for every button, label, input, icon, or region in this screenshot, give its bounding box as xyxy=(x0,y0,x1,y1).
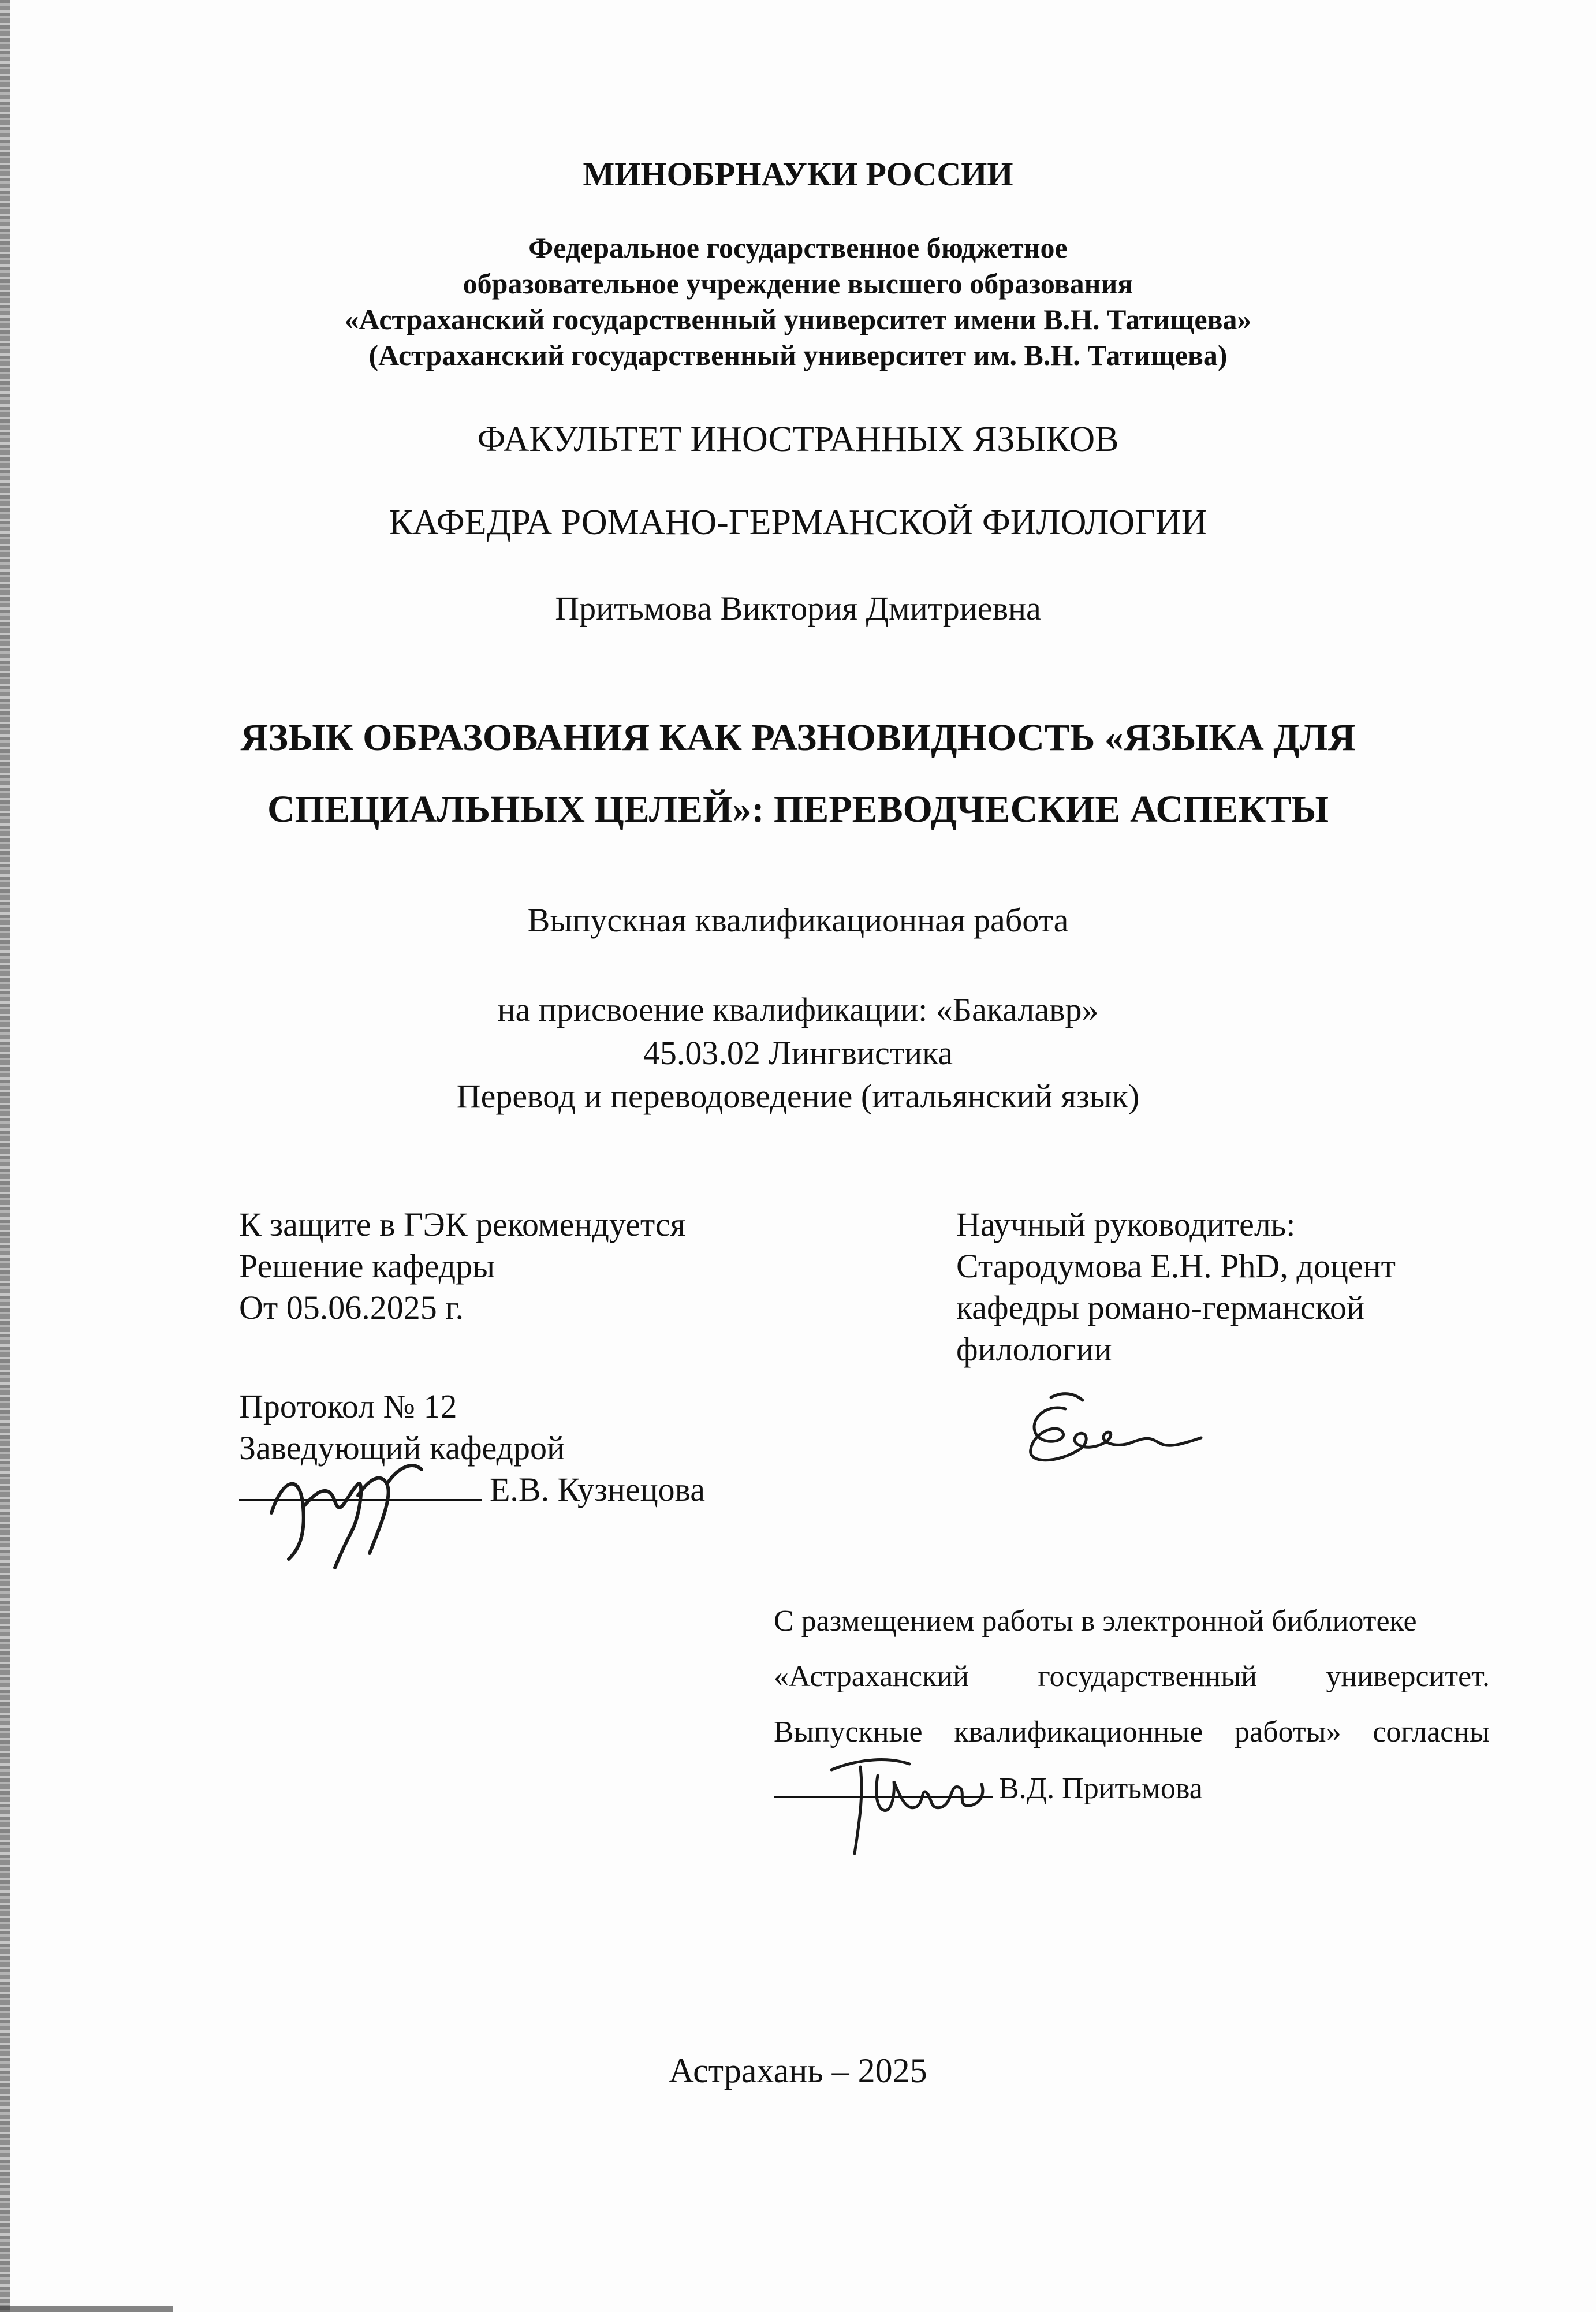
work-type: Выпускная квалификационная работа xyxy=(527,901,1069,939)
supervisor-block xyxy=(956,1204,1396,1370)
author-name: Притьмова Виктория Дмитриевна xyxy=(555,590,1041,627)
qualification-line-3: Перевод и переводоведение (итальянский язык) xyxy=(456,1077,1140,1115)
qualification-line-1: на присвоение квалификации: «Бакалавр» xyxy=(497,991,1099,1028)
student-signature xyxy=(808,1752,1005,1856)
institution-line-3: «Астраханский государственный университет имени В.Н. Татищева» xyxy=(344,303,1252,335)
consent-line-1: С размещением работы в электронной библиотеке xyxy=(774,1605,1417,1638)
supervisor-line-3: кафедры романо-германской xyxy=(956,1289,1364,1326)
consent-line-2: «Астраханский государственный университет. xyxy=(774,1660,1490,1693)
supervisor-line-2: Стародумова Е.Н. PhD, доцент xyxy=(956,1247,1396,1285)
defense-line-2: Решение кафедры xyxy=(239,1247,495,1285)
thesis-title-line-1: ЯЗЫК ОБРАЗОВАНИЯ КАК РАЗНОВИДНОСТЬ «ЯЗЫКА ДЛЯ xyxy=(240,717,1356,759)
institution-line-1: Федеральное государственное бюджетное xyxy=(528,232,1068,264)
thesis-title-line-2: СПЕЦИАЛЬНЫХ ЦЕЛЕЙ»: ПЕРЕВОДЧЕСКИЕ АСПЕКТЫ xyxy=(267,788,1329,830)
student-name: В.Д. Притьмова xyxy=(999,1772,1203,1805)
protocol-number: Протокол № 12 xyxy=(239,1388,457,1425)
department-name: КАФЕДРА РОМАНО-ГЕРМАНСКОЙ ФИЛОЛОГИИ xyxy=(389,503,1207,542)
defense-line-1: К защите в ГЭК рекомендуется xyxy=(239,1206,686,1243)
defense-line-3: От 05.06.2025 г. xyxy=(239,1289,464,1326)
qualification-line-2: 45.03.02 Лингвистика xyxy=(643,1034,953,1072)
head-title: Заведующий кафедрой xyxy=(239,1429,565,1467)
head-name: Е.В. Кузнецова xyxy=(490,1471,706,1508)
institution-line-4: (Астраханский государственный университет им. В.Н. Татищева) xyxy=(368,339,1228,371)
faculty-name: ФАКУЛЬТЕТ ИНОСТРАННЫХ ЯЗЫКОВ xyxy=(477,420,1119,459)
consent-line-3: Выпускные квалификационные работы» согласны xyxy=(774,1716,1490,1748)
institution-line-2: образовательное учреждение высшего образования xyxy=(463,267,1133,300)
supervisor-line-4: филологии xyxy=(956,1330,1112,1368)
supervisor-signature xyxy=(1010,1386,1224,1472)
head-signature xyxy=(248,1444,433,1576)
supervisor-line-1: Научный руководитель: xyxy=(956,1206,1296,1243)
city-year: Астрахань – 2025 xyxy=(669,2052,927,2090)
ministry-heading: МИНОБРНАУКИ РОССИИ xyxy=(583,155,1013,193)
scan-bottom-artifact xyxy=(0,2306,173,2312)
defense-recommendation-block xyxy=(239,1204,685,1329)
